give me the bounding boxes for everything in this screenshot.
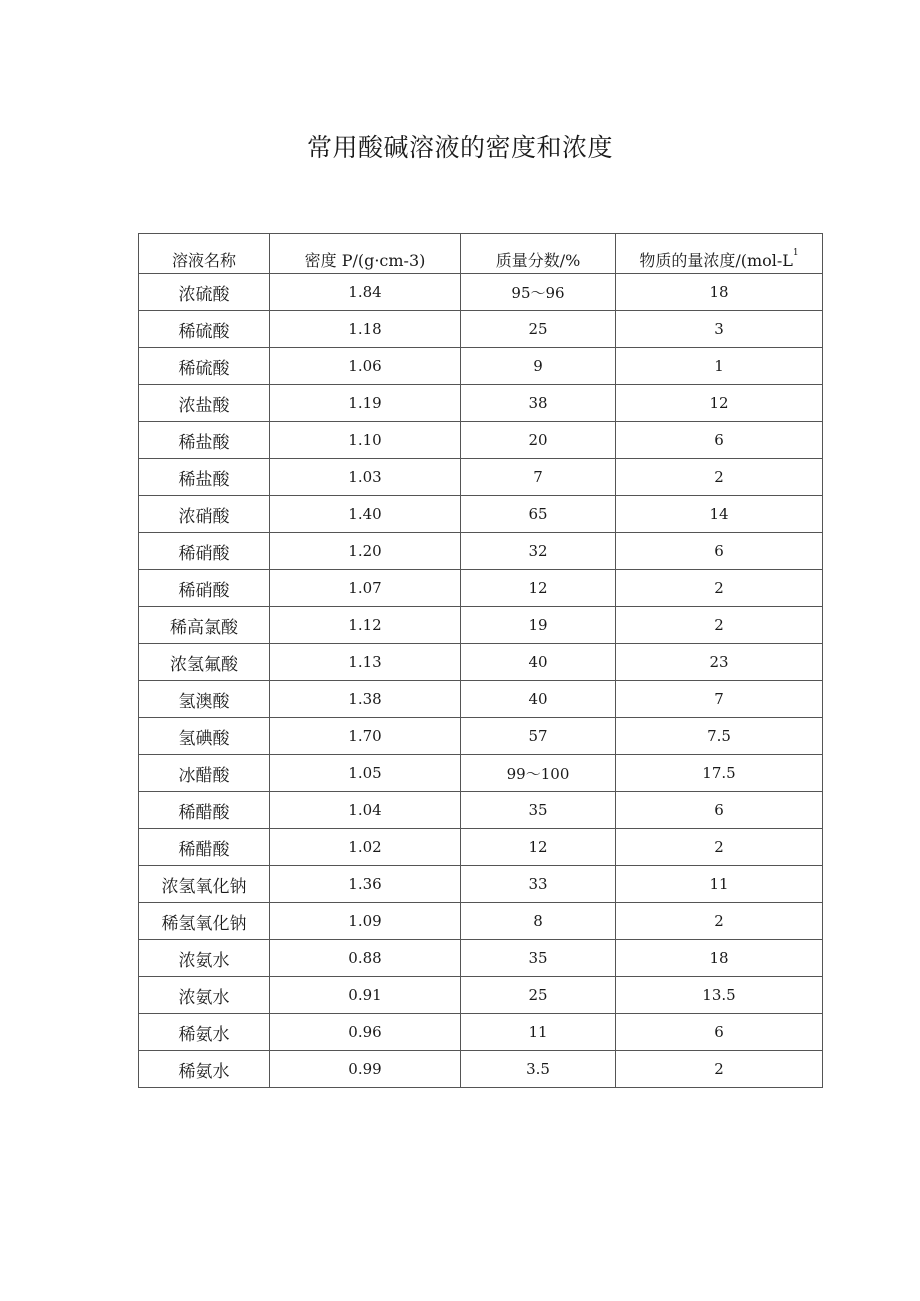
cell-solution-name: 稀硫酸: [139, 311, 270, 348]
cell-molar-concentration: 18: [616, 940, 823, 977]
cell-solution-name: 稀氨水: [139, 1014, 270, 1051]
cell-molar-concentration: 18: [616, 274, 823, 311]
cell-mass-fraction: 8: [461, 903, 616, 940]
cell-density: 1.03: [270, 459, 461, 496]
cell-solution-name: 浓氢氧化钠: [139, 866, 270, 903]
cell-mass-fraction: 40: [461, 681, 616, 718]
cell-density: 1.10: [270, 422, 461, 459]
table-row: [139, 681, 823, 718]
cell-solution-name: 稀醋酸: [139, 829, 270, 866]
cell-molar-concentration: 11: [616, 866, 823, 903]
table-row: [139, 607, 823, 644]
cell-mass-fraction: 11: [461, 1014, 616, 1051]
table-row: [139, 496, 823, 533]
cell-density: 0.96: [270, 1014, 461, 1051]
cell-solution-name: 稀高氯酸: [139, 607, 270, 644]
cell-density: 0.99: [270, 1051, 461, 1088]
table-body: [139, 274, 823, 1088]
cell-molar-concentration: 2: [616, 903, 823, 940]
page-title: 常用酸碱溶液的密度和浓度: [306, 133, 613, 162]
cell-molar-concentration: 2: [616, 829, 823, 866]
cell-density: 1.40: [270, 496, 461, 533]
cell-mass-fraction: 95～96: [461, 274, 616, 311]
cell-solution-name: 稀氢氧化钠: [139, 903, 270, 940]
cell-density: 1.70: [270, 718, 461, 755]
header-molar-superscript: 1: [792, 248, 799, 258]
table-row: [139, 422, 823, 459]
density-concentration-table: [138, 233, 823, 1088]
cell-mass-fraction: 40: [461, 644, 616, 681]
cell-solution-name: 稀盐酸: [139, 422, 270, 459]
table-row: [139, 718, 823, 755]
table-row: [139, 792, 823, 829]
cell-solution-name: 稀盐酸: [139, 459, 270, 496]
cell-density: 1.19: [270, 385, 461, 422]
cell-mass-fraction: 7: [461, 459, 616, 496]
cell-mass-fraction: 9: [461, 348, 616, 385]
table-row: [139, 755, 823, 792]
cell-solution-name: 稀硝酸: [139, 533, 270, 570]
cell-solution-name: 稀硫酸: [139, 348, 270, 385]
cell-solution-name: 浓盐酸: [139, 385, 270, 422]
cell-solution-name: 冰醋酸: [139, 755, 270, 792]
cell-density: 0.91: [270, 977, 461, 1014]
cell-molar-concentration: 6: [616, 792, 823, 829]
table-row: [139, 866, 823, 903]
cell-mass-fraction: 3.5: [461, 1051, 616, 1088]
cell-molar-concentration: 2: [616, 1051, 823, 1088]
cell-molar-concentration: 17.5: [616, 755, 823, 792]
cell-molar-concentration: 13.5: [616, 977, 823, 1014]
cell-solution-name: 稀醋酸: [139, 792, 270, 829]
cell-mass-fraction: 12: [461, 829, 616, 866]
cell-molar-concentration: 2: [616, 570, 823, 607]
cell-density: 1.13: [270, 644, 461, 681]
header-mass-fraction: 质量分数/%: [461, 234, 616, 274]
cell-mass-fraction: 99～100: [461, 755, 616, 792]
header-solution-name: 溶液名称: [139, 234, 270, 274]
table-header-row: [139, 234, 823, 274]
table-row: [139, 977, 823, 1014]
cell-mass-fraction: 57: [461, 718, 616, 755]
table-row: [139, 829, 823, 866]
cell-molar-concentration: 7.5: [616, 718, 823, 755]
cell-solution-name: 浓硫酸: [139, 274, 270, 311]
cell-mass-fraction: 35: [461, 792, 616, 829]
cell-solution-name: 氢碘酸: [139, 718, 270, 755]
cell-mass-fraction: 33: [461, 866, 616, 903]
cell-density: 1.09: [270, 903, 461, 940]
cell-density: 1.04: [270, 792, 461, 829]
table-row: [139, 903, 823, 940]
cell-density: 1.12: [270, 607, 461, 644]
cell-mass-fraction: 35: [461, 940, 616, 977]
cell-molar-concentration: 14: [616, 496, 823, 533]
cell-mass-fraction: 25: [461, 977, 616, 1014]
cell-solution-name: 浓氢氟酸: [139, 644, 270, 681]
cell-molar-concentration: 12: [616, 385, 823, 422]
cell-mass-fraction: 38: [461, 385, 616, 422]
cell-density: 1.07: [270, 570, 461, 607]
table-row: [139, 459, 823, 496]
cell-molar-concentration: 23: [616, 644, 823, 681]
cell-molar-concentration: 3: [616, 311, 823, 348]
cell-molar-concentration: 1: [616, 348, 823, 385]
table-row: [139, 1014, 823, 1051]
header-density: 密度 P/(g·cm-3): [270, 234, 461, 274]
cell-solution-name: 浓硝酸: [139, 496, 270, 533]
table-row: [139, 644, 823, 681]
cell-density: 1.20: [270, 533, 461, 570]
cell-density: 1.02: [270, 829, 461, 866]
cell-solution-name: 浓氨水: [139, 940, 270, 977]
cell-molar-concentration: 2: [616, 607, 823, 644]
cell-density: 1.06: [270, 348, 461, 385]
cell-mass-fraction: 12: [461, 570, 616, 607]
cell-solution-name: 稀氨水: [139, 1051, 270, 1088]
cell-mass-fraction: 20: [461, 422, 616, 459]
table-row: [139, 1051, 823, 1088]
cell-solution-name: 氢澳酸: [139, 681, 270, 718]
cell-density: 0.88: [270, 940, 461, 977]
cell-molar-concentration: 6: [616, 533, 823, 570]
cell-solution-name: 浓氨水: [139, 977, 270, 1014]
table-row: [139, 533, 823, 570]
cell-density: 1.36: [270, 866, 461, 903]
header-molar-concentration: [616, 234, 823, 274]
cell-mass-fraction: 25: [461, 311, 616, 348]
cell-density: 1.84: [270, 274, 461, 311]
table-row: [139, 348, 823, 385]
cell-mass-fraction: 19: [461, 607, 616, 644]
cell-molar-concentration: 6: [616, 422, 823, 459]
cell-density: 1.18: [270, 311, 461, 348]
cell-density: 1.38: [270, 681, 461, 718]
table-row: [139, 940, 823, 977]
table-row: [139, 274, 823, 311]
table-row: [139, 311, 823, 348]
cell-density: 1.05: [270, 755, 461, 792]
cell-solution-name: 稀硝酸: [139, 570, 270, 607]
cell-mass-fraction: 65: [461, 496, 616, 533]
cell-molar-concentration: 7: [616, 681, 823, 718]
header-molar-label: 物质的量浓度/(mol-L: [639, 251, 793, 270]
cell-molar-concentration: 2: [616, 459, 823, 496]
table-row: [139, 385, 823, 422]
cell-molar-concentration: 6: [616, 1014, 823, 1051]
cell-mass-fraction: 32: [461, 533, 616, 570]
table-row: [139, 570, 823, 607]
